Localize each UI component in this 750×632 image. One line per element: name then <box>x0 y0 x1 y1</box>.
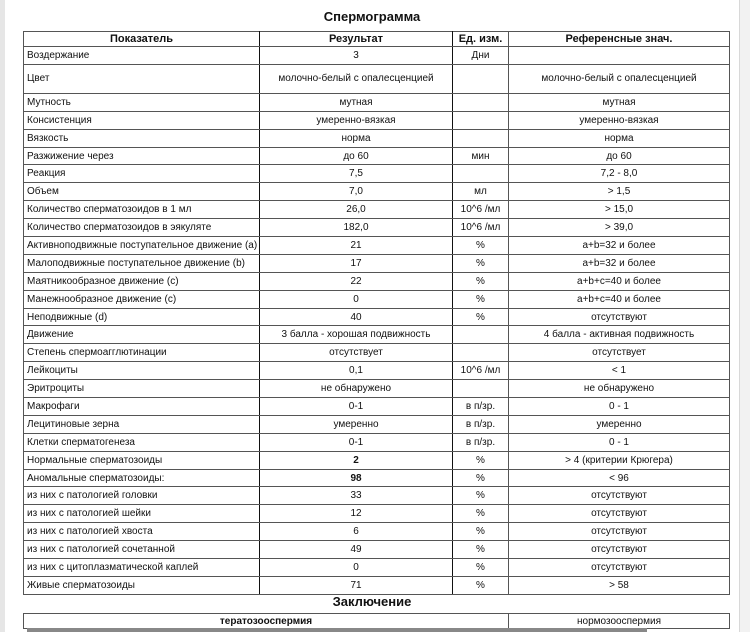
unit-cell: 10^6 /мл <box>453 219 509 237</box>
table-row <box>24 254 730 272</box>
result-cell: не обнаружено <box>260 380 453 398</box>
table-row <box>24 290 730 308</box>
indicator-cell: Живые сперматозоиды <box>24 576 260 594</box>
unit-cell: % <box>453 541 509 559</box>
result-cell: умеренно-вязкая <box>260 111 453 129</box>
reference-cell: отсутствуют <box>509 487 730 505</box>
indicator-cell: Цвет <box>24 64 260 93</box>
table-row <box>24 398 730 416</box>
reference-cell: > 1,5 <box>509 183 730 201</box>
result-cell: 71 <box>260 576 453 594</box>
indicator-cell: Неподвижные (d) <box>24 308 260 326</box>
reference-cell: > 15,0 <box>509 201 730 219</box>
indicator-cell: из них с цитоплазматической каплей <box>24 559 260 577</box>
reference-cell: 7,2 - 8,0 <box>509 165 730 183</box>
reference-cell: норма <box>509 129 730 147</box>
unit-cell <box>453 326 509 344</box>
table-row <box>24 201 730 219</box>
reference-cell: умеренно-вязкая <box>509 111 730 129</box>
table-row <box>24 129 730 147</box>
header-unit: Ед. изм. <box>453 32 509 47</box>
unit-cell: в п/зр. <box>453 398 509 416</box>
document-title: Спермограмма <box>323 9 421 24</box>
unit-cell: в п/зр. <box>453 415 509 433</box>
unit-cell: 10^6 /мл <box>453 201 509 219</box>
table-row <box>24 219 730 237</box>
result-cell: умеренно <box>260 415 453 433</box>
unit-cell: % <box>453 523 509 541</box>
table-row <box>24 487 730 505</box>
unit-cell: % <box>453 272 509 290</box>
reference-cell: отсутствуют <box>509 308 730 326</box>
indicator-cell: Эритроциты <box>24 380 260 398</box>
indicator-cell: Разжижение через <box>24 147 260 165</box>
reference-cell <box>509 47 730 65</box>
indicator-cell: из них с патологией головки <box>24 487 260 505</box>
unit-cell: % <box>453 308 509 326</box>
indicator-cell: Нормальные сперматозоиды <box>24 451 260 469</box>
conclusion-title: Заключение <box>332 594 412 609</box>
result-cell: 182,0 <box>260 219 453 237</box>
unit-cell <box>453 93 509 111</box>
table-row <box>24 541 730 559</box>
table-row <box>24 344 730 362</box>
indicator-cell: Консистенция <box>24 111 260 129</box>
result-cell: 2 <box>260 451 453 469</box>
unit-cell: мл <box>453 183 509 201</box>
indicator-cell: Реакция <box>24 165 260 183</box>
unit-cell <box>453 344 509 362</box>
table-row <box>24 165 730 183</box>
reference-cell: молочно-белый с опалесценцией <box>509 64 730 93</box>
result-cell: 0-1 <box>260 433 453 451</box>
unit-cell: % <box>453 237 509 255</box>
result-cell: 98 <box>260 469 453 487</box>
result-cell: 6 <box>260 523 453 541</box>
reference-cell: 4 балла - активная подвижность <box>509 326 730 344</box>
result-cell: 40 <box>260 308 453 326</box>
unit-cell: % <box>453 469 509 487</box>
table-row <box>24 47 730 65</box>
table-row <box>24 505 730 523</box>
reference-cell: мутная <box>509 93 730 111</box>
indicator-cell: Лейкоциты <box>24 362 260 380</box>
table-row <box>24 326 730 344</box>
indicator-cell: Воздержание <box>24 47 260 65</box>
indicator-cell: Мутность <box>24 93 260 111</box>
unit-cell: мин <box>453 147 509 165</box>
table-row <box>24 451 730 469</box>
result-cell: до 60 <box>260 147 453 165</box>
result-cell: 49 <box>260 541 453 559</box>
table-row <box>24 559 730 577</box>
result-cell: 0 <box>260 559 453 577</box>
reference-cell: a+b=32 и более <box>509 237 730 255</box>
result-cell: 26,0 <box>260 201 453 219</box>
unit-cell: % <box>453 505 509 523</box>
reference-cell: > 39,0 <box>509 219 730 237</box>
header-reference: Референсные знач. <box>509 32 730 47</box>
table-row <box>24 308 730 326</box>
unit-cell <box>453 129 509 147</box>
table-row <box>24 147 730 165</box>
result-cell: 0-1 <box>260 398 453 416</box>
header-indicator: Показатель <box>24 32 260 47</box>
bottom-shadow <box>27 628 647 632</box>
unit-cell: в п/зр. <box>453 433 509 451</box>
unit-cell: 10^6 /мл <box>453 362 509 380</box>
result-cell: 22 <box>260 272 453 290</box>
reference-cell: отсутствует <box>509 344 730 362</box>
conclusion-left: тератозооспермия <box>24 614 509 629</box>
indicator-cell: из них с патологией шейки <box>24 505 260 523</box>
result-cell: 17 <box>260 254 453 272</box>
unit-cell: % <box>453 487 509 505</box>
result-cell: 3 <box>260 47 453 65</box>
table-row <box>24 415 730 433</box>
unit-cell <box>453 64 509 93</box>
result-cell: 0,1 <box>260 362 453 380</box>
indicator-cell: Активноподвижные поступательное движение (a) <box>24 237 260 255</box>
unit-cell: % <box>453 290 509 308</box>
reference-cell: до 60 <box>509 147 730 165</box>
conclusion-table <box>23 613 730 629</box>
conclusion-row <box>24 614 730 629</box>
unit-cell <box>453 111 509 129</box>
results-table <box>23 31 730 595</box>
unit-cell: % <box>453 576 509 594</box>
unit-cell: % <box>453 559 509 577</box>
indicator-cell: Клетки сперматогенеза <box>24 433 260 451</box>
table-header-row <box>24 32 730 47</box>
reference-cell: < 1 <box>509 362 730 380</box>
indicator-cell: Вязкость <box>24 129 260 147</box>
reference-cell: 0 - 1 <box>509 398 730 416</box>
result-cell: мутная <box>260 93 453 111</box>
indicator-cell: Движение <box>24 326 260 344</box>
reference-cell: отсутствуют <box>509 559 730 577</box>
table-row <box>24 380 730 398</box>
table-row <box>24 272 730 290</box>
result-cell: отсутствует <box>260 344 453 362</box>
unit-cell <box>453 165 509 183</box>
reference-cell: отсутствуют <box>509 523 730 541</box>
reference-cell: > 58 <box>509 576 730 594</box>
reference-cell: < 96 <box>509 469 730 487</box>
unit-cell: % <box>453 254 509 272</box>
indicator-cell: Количество сперматозоидов в эякуляте <box>24 219 260 237</box>
scrollbar[interactable] <box>739 0 750 632</box>
result-cell: 0 <box>260 290 453 308</box>
result-cell: 7,0 <box>260 183 453 201</box>
table-row <box>24 576 730 594</box>
result-cell: 33 <box>260 487 453 505</box>
result-cell: норма <box>260 129 453 147</box>
reference-cell: a+b+c=40 и более <box>509 272 730 290</box>
reference-cell: отсутствуют <box>509 505 730 523</box>
indicator-cell: Малоподвижные поступательное движение (b) <box>24 254 260 272</box>
reference-cell: a+b+c=40 и более <box>509 290 730 308</box>
indicator-cell: Макрофаги <box>24 398 260 416</box>
reference-cell: 0 - 1 <box>509 433 730 451</box>
indicator-cell: Манежнообразное движение (c) <box>24 290 260 308</box>
reference-cell: умеренно <box>509 415 730 433</box>
result-cell: 3 балла - хорошая подвижность <box>260 326 453 344</box>
indicator-cell: Объем <box>24 183 260 201</box>
unit-cell: Дни <box>453 47 509 65</box>
table-row <box>24 362 730 380</box>
table-row <box>24 237 730 255</box>
reference-cell: не обнаружено <box>509 380 730 398</box>
table-row <box>24 64 730 93</box>
table-row <box>24 433 730 451</box>
table-row <box>24 93 730 111</box>
results-body <box>24 47 730 595</box>
indicator-cell: Лецитиновые зерна <box>24 415 260 433</box>
indicator-cell: Количество сперматозоидов в 1 мл <box>24 201 260 219</box>
unit-cell: % <box>453 451 509 469</box>
table-row <box>24 183 730 201</box>
reference-cell: отсутствуют <box>509 541 730 559</box>
indicator-cell: Маятникообразное движение (c) <box>24 272 260 290</box>
indicator-cell: из них с патологией хвоста <box>24 523 260 541</box>
indicator-cell: Степень спермоагглютинации <box>24 344 260 362</box>
document-page <box>5 0 739 632</box>
indicator-cell: из них с патологией сочетанной <box>24 541 260 559</box>
result-cell: 21 <box>260 237 453 255</box>
unit-cell <box>453 380 509 398</box>
table-row <box>24 523 730 541</box>
indicator-cell: Аномальные сперматозоиды: <box>24 469 260 487</box>
result-cell: 7,5 <box>260 165 453 183</box>
table-row <box>24 111 730 129</box>
table-row <box>24 469 730 487</box>
reference-cell: > 4 (критерии Крюгера) <box>509 451 730 469</box>
conclusion-right: нормозооспермия <box>509 614 730 629</box>
reference-cell: a+b=32 и более <box>509 254 730 272</box>
result-cell: молочно-белый с опалесценцией <box>260 64 453 93</box>
header-result: Результат <box>260 32 453 47</box>
result-cell: 12 <box>260 505 453 523</box>
